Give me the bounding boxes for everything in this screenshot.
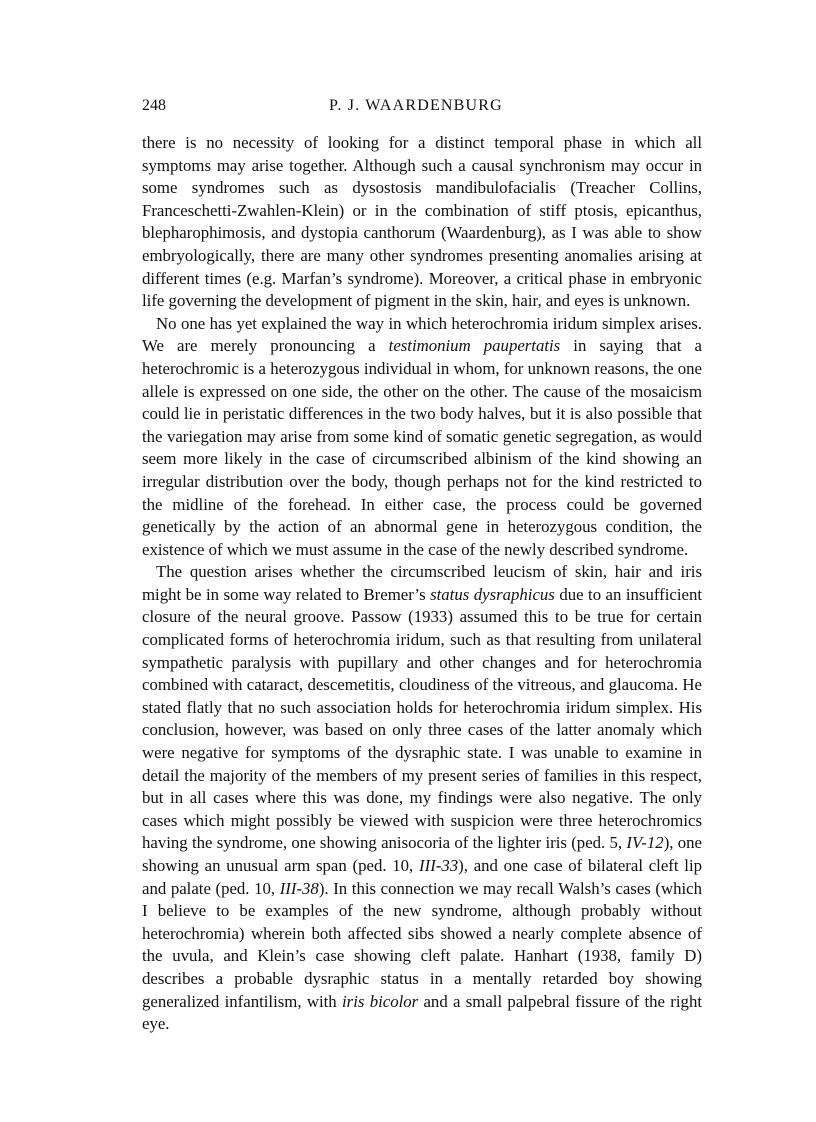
text-run: The question arises whether the circumscribed leucism of skin, hair and iris might be in some way related to Bremer’s (142, 562, 702, 604)
italic-text: IV-12 (626, 833, 664, 853)
text-run: in saying that a heterochromic is a heterozygous individual in whom, for unknown reasons, the one allele is expressed on one side, the other on the other. The cause of the mosaicism could lie in peristatic differences in the two body halves, but it is also possible that the variegation may arise from some kind of somatic genetic segregation, as would seem more likely in the case of circumscribed albinism of the kind showing an irregular distribution over the body, though perhaps not for the kind restricted to the midline of the forehead. In either case, the process could be governed genetically by the action of an abnormal gene in heterozygous condition, the existence of which we must assume in the case of the newly described syndrome. (142, 336, 702, 559)
italic-text: III-33 (419, 856, 459, 875)
text-run: ), and one case of bilateral cleft lip and palate (ped. 10, (142, 856, 703, 898)
text-run: and a small palpebral fissure of the right eye. (142, 991, 702, 1034)
italic-text: III-38 (279, 878, 319, 898)
paragraph (142, 313, 702, 562)
text-run: ). In this connection we may recall Walsh’s cases (which I believe to be examples of the new syndrome, although probably without heterochromia) wherein both affected sibs showed a nearly complete absence of the uvula, and Klein’s case showing cleft palate. Hanhart (1938, family D) describes a probable dysraphic status in a mentally retarded boy showing generalized infantilism, with (142, 878, 703, 1011)
italic-text: testimonium paupertatis (388, 336, 561, 356)
text-run: there is no necessity of looking for a distinct temporal phase in which all symptoms may arise together. Although such a causal synchronism may occur in some syndromes such as dysostosis mandibulofacialis (Treacher Collins, Franceschetti-Zwahlen-Klein) or in the combination of stiff ptosis, epicanthus, blepharophimosis, and dystopia canthorum (Waardenburg), as I was able to show embryologically, there are many other syndromes presenting anomalies arising at different times (e.g. Marfan’s syndrome). Moreover, a critical phase in embryonic life governing the development of pigment in the skin, hair, and eyes is unknown. (142, 133, 702, 311)
body-text (142, 132, 702, 1036)
italic-text: iris bicolor (342, 991, 419, 1011)
page-number: 248 (142, 97, 166, 114)
text-run: ), one showing an unusual arm span (ped. 10, (142, 833, 702, 875)
text-run: due to an insufficient closure of the neural groove. Passow (1933) assumed this to be true for certain complicated forms of heterochromia iridum, such as that resulting from unilateral sympathetic paralysis with pupillary and other changes and for heterochromia combined with cataract, descemetitis, cloudiness of the vitreous, and glaucoma. He stated flatly that no such association holds for heterochromia iridum simplex. His conclusion, however, was based on only three cases of the latter anomaly which were negative for symptoms of the dysraphic state. I was unable to examine in detail the majority of the members of my present series of families in this respect, but in all cases where this was done, my findings were also negative. The only cases which might possibly be viewed with suspicion were three heterochromics having the syndrome, one showing anisocoria of the lighter iris (ped. 5, (142, 584, 702, 853)
text-run: No one has yet explained the way in which heterochromia iridum simplex arises. We are merely pronouncing a (142, 313, 702, 356)
paragraph (142, 132, 702, 313)
page-header (142, 97, 690, 119)
running-title: P. J. WAARDENBURG (329, 97, 503, 114)
italic-text: status dysraphicus (430, 584, 555, 604)
paragraph (142, 561, 702, 1035)
